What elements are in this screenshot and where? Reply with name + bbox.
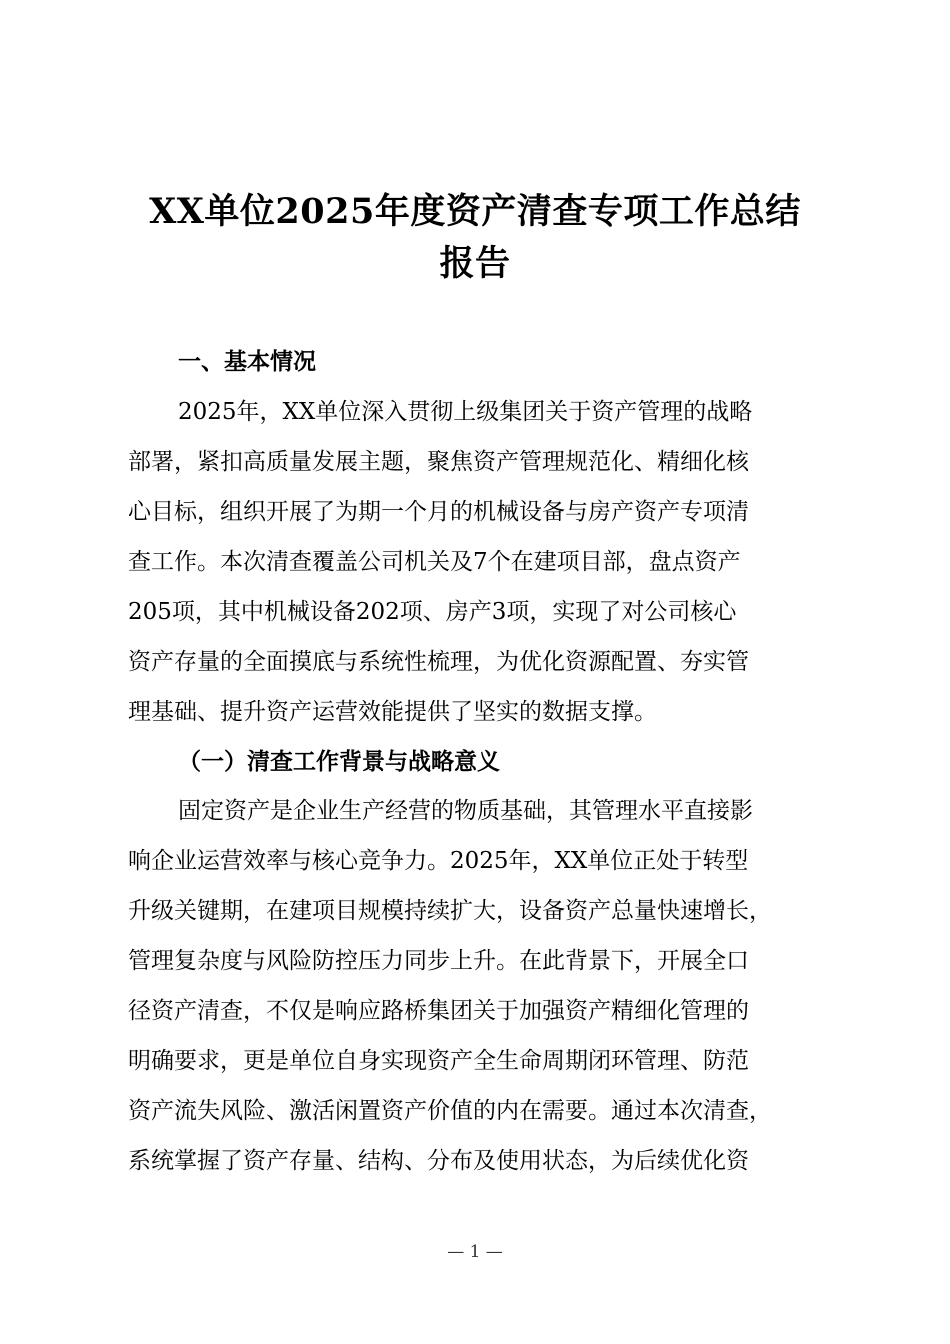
paragraph-line: 理基础、提升资产运营效能提供了坚实的数据支撑。 xyxy=(128,699,657,725)
paragraph-line: 心目标，组织开展了为期一个月的机械设备与房产资产专项清 xyxy=(128,499,749,525)
paragraph-line: 2025年，XX单位深入贯彻上级集团关于资产管理的战略 xyxy=(178,399,753,425)
paragraph-line: 部署，紧扣高质量发展主题，聚焦资产管理规范化、精细化核 xyxy=(128,449,749,475)
paragraph-line: 升级关键期，在建项目规模持续扩大，设备资产总量快速增长， xyxy=(128,898,772,924)
paragraph-basic-info xyxy=(128,387,828,737)
paragraph-line: 径资产清查，不仅是响应路桥集团关于加强资产精细化管理的 xyxy=(128,998,749,1024)
paragraph-line: 系统掌握了资产存量、结构、分布及使用状态，为后续优化资 xyxy=(128,1148,749,1174)
paragraph-line: 资产流失风险、激活闲置资产价值的内在需要。通过本次清查， xyxy=(128,1098,772,1124)
paragraph-line: 查工作。本次清查覆盖公司机关及7个在建项目部，盘点资产 xyxy=(128,549,741,575)
paragraph-line: 明确要求，更是单位自身实现资产全生命周期闭环管理、防范 xyxy=(128,1048,749,1074)
page-number: — 1 — xyxy=(447,1242,503,1262)
title-line-2: 报告 xyxy=(439,243,511,284)
title-line-1: XX单位2025年度资产清查专项工作总结 xyxy=(149,191,801,232)
paragraph-line: 响企业运营效率与核心竞争力。2025年，XX单位正处于转型 xyxy=(128,848,749,874)
paragraph-line: 资产存量的全面摸底与系统性梳理，为优化资源配置、夯实管 xyxy=(128,649,749,675)
section-heading-basic-info: 一、基本情况 xyxy=(178,349,316,375)
document-title xyxy=(110,186,840,290)
paragraph-line: 管理复杂度与风险防控压力同步上升。在此背景下，开展全口 xyxy=(128,948,749,974)
paragraph-line: 205项，其中机械设备202项、房产3项，实现了对公司核心 xyxy=(128,599,737,625)
paragraph-line: 固定资产是企业生产经营的物质基础，其管理水平直接影 xyxy=(178,798,753,824)
subsection-heading-background: （一）清查工作背景与战略意义 xyxy=(178,749,500,775)
paragraph-background xyxy=(128,786,828,1186)
